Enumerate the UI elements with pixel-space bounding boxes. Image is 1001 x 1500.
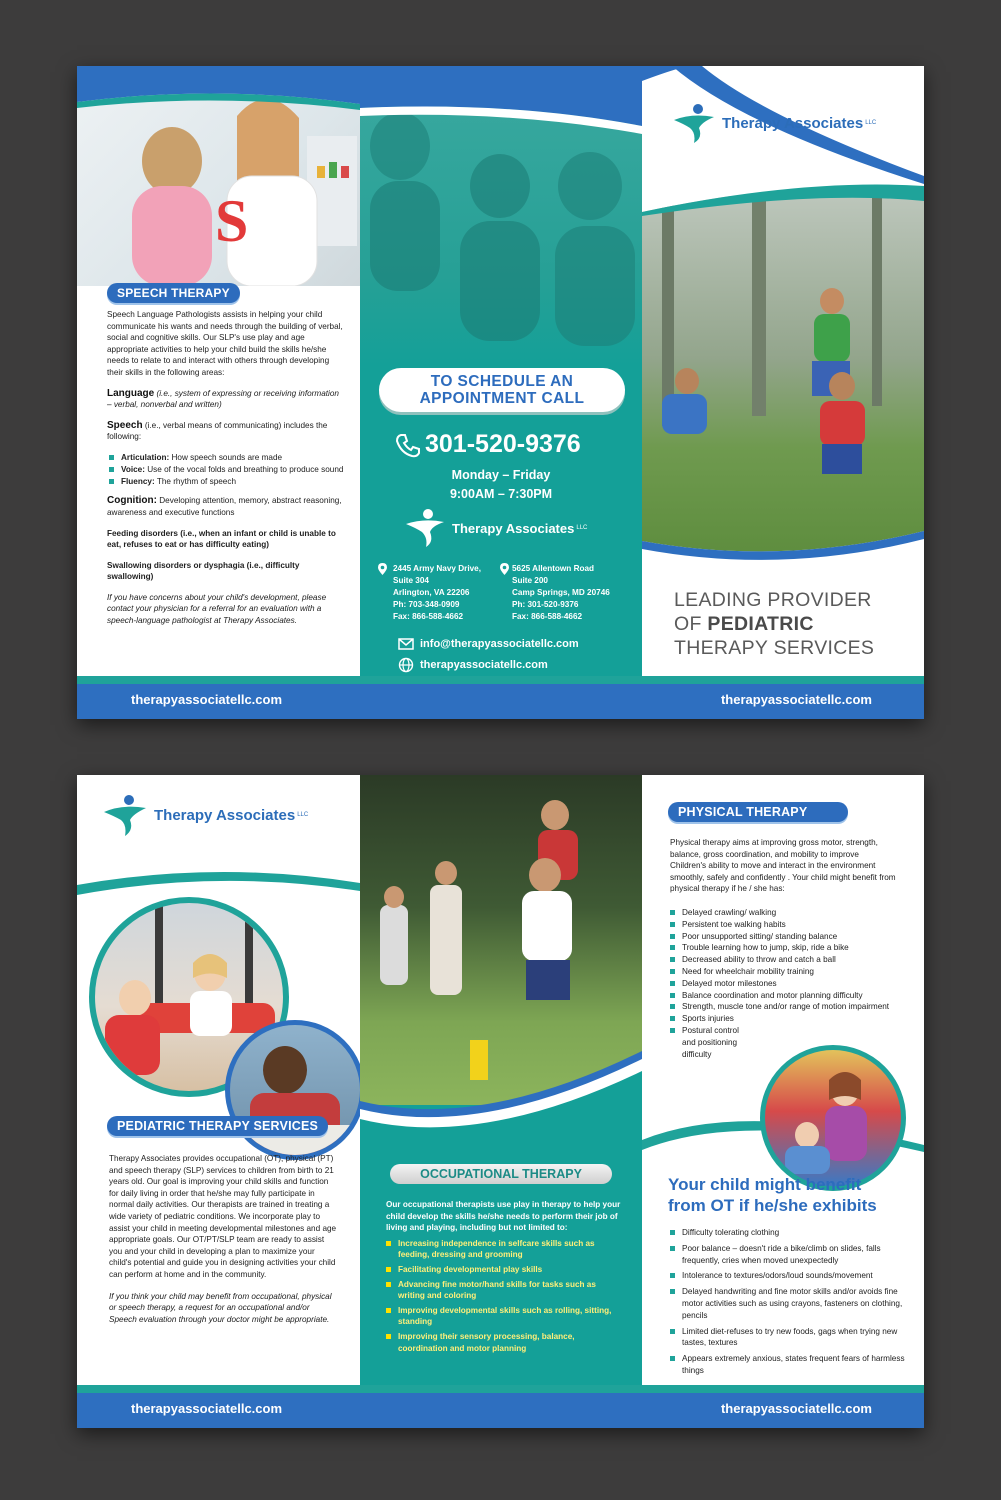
child-writing-photo <box>225 1020 360 1160</box>
list-item: Need for wheelchair mobility training <box>668 966 898 978</box>
pediatric-body: Therapy Associates provides occupational (OT), physical (PT) and speech therapy (SLP) services to children from birth to 21 years old. Our goal is improving your child skills and function for daily living in order that he/she may fully participate in normal daily activities. Our therapists are trained in treating a wide variety of pediatric conditions. We incorporate play to assist your child in meeting developmental milestones and age appropriate goals. Our OT/PT/SLP team are ready to assist you and your child in developing a plan to maximize your child's potential and guide you in designing activities your child can perform at home and in the community. <box>109 1154 337 1279</box>
physical-therapy-panel <box>642 775 924 1393</box>
list-item: Balance coordination and motor planning difficulty <box>668 990 898 1002</box>
location-1: 2445 Army Navy Drive, Suite 304 Arlington, VA 22206 Ph: 703-348-0909 Fax: 866-588-4662 <box>378 563 503 623</box>
footer-url-right[interactable]: therapyassociatellc.com <box>720 1401 872 1416</box>
swallowing-disorders: Swallowing disorders or dysphagia (i.e., difficulty swallowing) <box>107 560 300 582</box>
brand-name: Therapy Associates <box>722 114 864 132</box>
globe-icon <box>398 657 414 673</box>
front-footer <box>77 684 924 719</box>
cta-line-2: APPOINTMENT CALL <box>419 390 585 407</box>
list-item: Facilitating developmental play skills <box>386 1264 622 1276</box>
list-item: Advancing fine motor/hand skills for tasks such as writing and coloring <box>386 1279 622 1302</box>
list-item: Poor unsupported sitting/ standing balance <box>668 931 898 943</box>
website-link[interactable]: therapyassociatellc.com <box>420 659 548 671</box>
brand-logo <box>102 793 308 837</box>
phone-block <box>395 430 581 459</box>
list-item: Delayed handwriting and fine motor skills and/or avoids fine motor activities such as using crayons, fasteners on clothing, pencils <box>668 1286 908 1321</box>
phone-icon <box>395 432 421 458</box>
ot-intro: Our occupational therapists use play in therapy to help your child develop the skills he/she needs to perform their job of living and playing, including but not limited to: <box>386 1200 621 1233</box>
feeding-disorders: Feeding disorders (i.e., when an infant or child is unable to eat, refuses to eat or has difficulty eating) <box>107 528 336 550</box>
brochure-inside <box>77 775 924 1428</box>
list-item: Strength, muscle tone and/or range of motion impairment <box>668 1001 898 1013</box>
outdoor-photo-illustration <box>642 196 924 556</box>
brand-suffix: LLC <box>297 812 309 818</box>
list-item: Difficulty tolerating clothing <box>668 1227 908 1239</box>
ot-benefit-bullets <box>668 1227 908 1377</box>
list-item: Increasing independence in selfcare skills such as feeding, dressing and grooming <box>386 1238 622 1261</box>
website-row <box>398 657 548 673</box>
language-title: Language <box>107 387 155 399</box>
list-item: Postural control and positioning difficulty <box>668 1025 746 1060</box>
brand-figure-icon <box>404 508 446 548</box>
list-item: Intolerance to textures/odors/loud sounds/movement <box>668 1270 908 1282</box>
list-item: Voice: Use of the vocal folds and breathing to produce sound <box>107 464 345 476</box>
list-item: Articulation: How speech sounds are made <box>107 452 345 464</box>
footer-url-left[interactable]: therapyassociatellc.com <box>131 1401 283 1416</box>
pediatric-services-panel <box>77 775 360 1393</box>
brand-logo <box>404 508 587 548</box>
list-item: Improving their sensory processing, balance, coordination and motor planning <box>386 1331 622 1354</box>
top-wave <box>77 66 360 126</box>
cover-bottom-wave <box>642 521 924 571</box>
email-row <box>398 638 579 650</box>
pediatric-closing: If you think your child may benefit from occupational, physical or speech therapy, a request for an occupational and/or Speech evaluation through your doctor might be appropriate. <box>109 1291 332 1324</box>
brand-suffix: LLC <box>576 525 588 531</box>
speech-closing: If you have concerns about your child's development, please contact your physician for a referral for an evaluation with a speech-language pathologist at Therapy Associates. <box>107 592 327 626</box>
cta-line-1: TO SCHEDULE AN <box>430 373 574 390</box>
location-pin-icon <box>500 563 509 575</box>
physical-therapy-heading: PHYSICAL THERAPY <box>668 802 848 822</box>
svg-text:S: S <box>215 188 249 254</box>
language-desc: (i.e., system of expressing or receiving information – verbal, nonverbal and written) <box>107 388 339 410</box>
list-item: Decreased ability to throw and catch a ball <box>668 954 898 966</box>
pediatric-services-heading: PEDIATRIC THERAPY SERVICES <box>107 1116 328 1136</box>
footer-url-left[interactable]: therapyassociatellc.com <box>131 692 283 707</box>
brand-name: Therapy Associates <box>154 806 296 824</box>
kids-playing-outdoors-photo <box>642 196 924 556</box>
location-pin-icon <box>378 563 387 575</box>
contact-panel <box>360 66 642 684</box>
speech-therapy-panel <box>77 66 360 684</box>
footer-url-right[interactable]: therapyassociatellc.com <box>720 692 872 707</box>
list-item: Fluency: The rhythm of speech <box>107 476 345 488</box>
brand-figure-icon <box>672 102 716 144</box>
list-item: Sports injuries <box>668 1013 898 1025</box>
brand-suffix: LLC <box>865 120 877 126</box>
brand-name: Therapy Associates <box>452 520 575 536</box>
ot-bullets <box>386 1238 622 1354</box>
list-item: Limited diet-refuses to try new foods, gags when trying new tastes, textures <box>668 1326 908 1350</box>
back-footer <box>77 1393 924 1428</box>
therapist-photo-illustration <box>765 1050 901 1186</box>
speech-intro: Speech Language Pathologists assists in helping your child communicate his wants and needs through the building of verbal, social and cognitive skills. Our SLP's use play and age appropriate activities to help your child build the skills he/she needs to relate to and interact with others through developing their skills in the following areas: <box>107 310 343 377</box>
speech-therapy-heading: SPEECH THERAPY <box>107 283 240 303</box>
ot-benefit-heading: Your child might benefit from OT if he/she exhibits <box>668 1175 877 1215</box>
pt-intro: Physical therapy aims at improving gross motor, strength, balance, gross coordination, and mobility to improve Children's ability to move and interact in the environment smoothly, safely and confidently . Your child might benefit from physical therapy if he / she has: <box>670 838 896 894</box>
email-link[interactable]: info@therapyassociatellc.com <box>420 638 579 650</box>
brochure-outside <box>77 66 924 719</box>
list-item: Delayed crawling/ walking <box>668 907 898 919</box>
office-hours: 9:00AM – 7:30PM <box>449 487 553 501</box>
cognition-desc: Developing attention, memory, abstract reasoning, awareness and executive functions <box>107 496 342 517</box>
cognition-title: Cognition: <box>107 495 157 507</box>
list-item: Trouble learning how to jump, skip, ride a bike <box>668 942 898 954</box>
occupational-therapy-heading: OCCUPATIONAL THERAPY <box>390 1164 612 1184</box>
cover-panel <box>642 66 924 684</box>
email-icon <box>398 638 414 650</box>
speech-bullets <box>107 452 345 487</box>
location-2: 5625 Allentown Road Suite 200 Camp Springs, MD 20746 Ph: 301-520-9376 Fax: 866-588-4662 <box>500 563 640 623</box>
list-item: Appears extremely anxious, states frequent fears of harmless things <box>668 1353 908 1377</box>
list-item: Improving developmental skills such as rolling, sitting, standing <box>386 1305 622 1328</box>
occupational-therapy-panel <box>360 775 642 1393</box>
therapist-with-child-photo <box>760 1045 906 1191</box>
footer-accent <box>77 676 924 684</box>
footer-accent <box>77 1385 924 1393</box>
appointment-cta <box>379 368 625 412</box>
brand-logo <box>672 102 876 144</box>
office-days: Monday – Friday <box>451 468 551 482</box>
speech-title: Speech <box>107 419 143 431</box>
phone-number[interactable]: 301-520-9376 <box>425 430 581 458</box>
speech-desc: (i.e., verbal means of communicating) includes the following: <box>107 420 328 442</box>
list-item: Poor balance – doesn't ride a bike/climb on slides, falls frequently, cries when moved unexpectedly <box>668 1243 908 1267</box>
cover-tagline: LEADING PROVIDER OF PEDIATRIC THERAPY SERVICES <box>674 589 875 659</box>
panel-wave <box>360 1045 642 1155</box>
top-wave <box>360 66 642 136</box>
pt-bullets <box>668 907 898 1060</box>
list-item: Delayed motor milestones <box>668 978 898 990</box>
panel-wave <box>77 855 360 905</box>
brand-figure-icon <box>102 793 148 837</box>
list-item: Persistent toe walking habits <box>668 919 898 931</box>
